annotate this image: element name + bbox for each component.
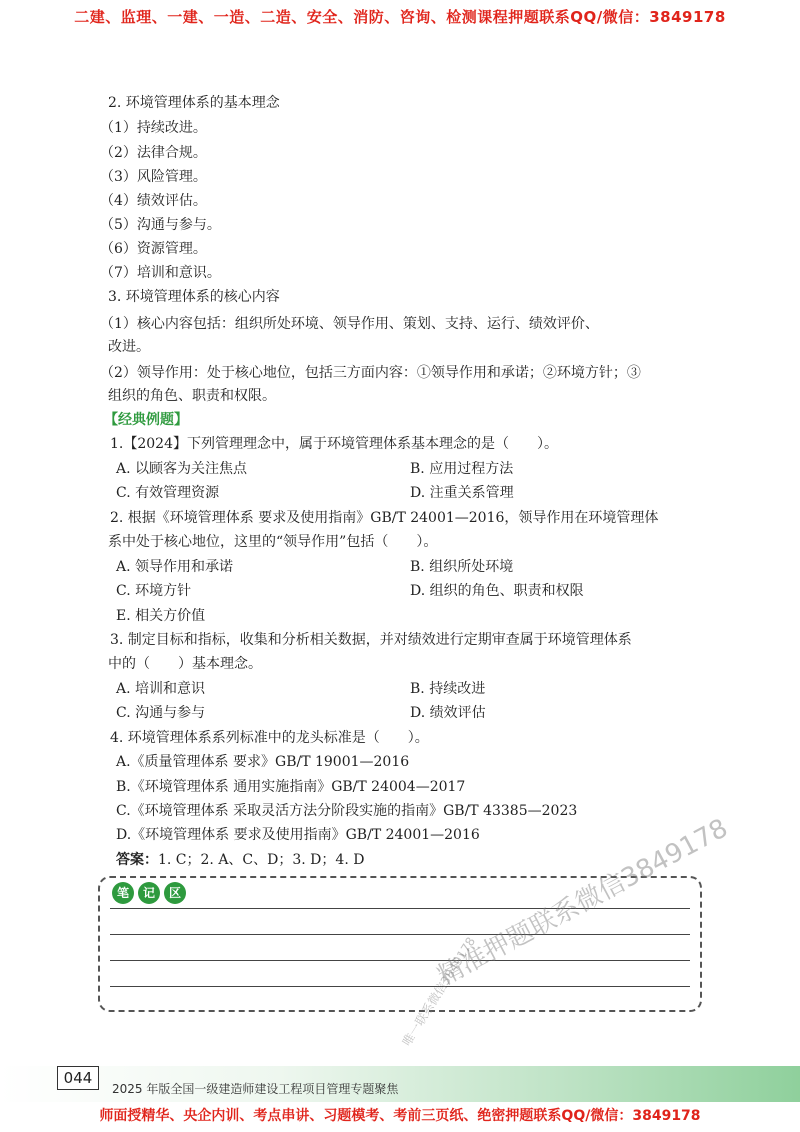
notes-rule-4: [110, 986, 690, 987]
examples-header: 【经典例题】: [104, 412, 188, 428]
watermark-large: 精准押题联系微信3849178: [432, 813, 733, 992]
notes-rule-2: [110, 934, 690, 935]
section-2-title: 2. 环境管理体系的基本理念: [108, 95, 280, 111]
q2-option-c: C. 环境方针: [116, 583, 192, 599]
q1-option-a: A. 以顾客为关注焦点: [116, 461, 248, 477]
answer-line: [116, 849, 364, 869]
sec2-item-4: （4）绩效评估。: [100, 193, 207, 209]
q4-option-b: B.《环境管理体系 通用实施指南》GB/T 24004—2017: [116, 779, 466, 795]
q3-option-b: B. 持续改进: [410, 681, 486, 697]
q4-option-d: D.《环境管理体系 要求及使用指南》GB/T 24001—2016: [116, 827, 480, 843]
sec3-para-2-line-1: （2）领导作用：处于核心地位，包括三方面内容：①领导作用和承诺；②环境方针；③: [100, 365, 641, 381]
q3-option-c: C. 沟通与参与: [116, 705, 206, 721]
answer-text: 1. C；2. A、C、D；3. D；4. D: [158, 852, 365, 868]
sec2-item-3: （3）风险管理。: [100, 169, 207, 185]
page-number: 044: [57, 1066, 99, 1090]
watermark-small: 唯一联系微信3849178: [399, 934, 479, 1049]
sec2-item-5: （5）沟通与参与。: [100, 217, 221, 233]
footer-title: 2025 年版全国一级建造师建设工程项目管理专题聚焦: [112, 1082, 399, 1096]
q3-option-d: D. 绩效评估: [410, 705, 486, 721]
notes-badge-2: 记: [138, 882, 160, 904]
q3-stem-line-1: 3. 制定目标和指标，收集和分析相关数据，并对绩效进行定期审查属于环境管理体系: [110, 632, 632, 648]
q4-option-c: C.《环境管理体系 采取灵活方法分阶段实施的指南》GB/T 43385—2023: [116, 803, 578, 819]
sec3-para-1-line-2: 改进。: [108, 339, 150, 355]
bottom-promo-banner: 师面授精华、央企内训、考点串讲、习题模考、考前三页纸、绝密押题联系QQ/微信：3849178: [99, 1108, 701, 1124]
q3-option-a: A. 培训和意识: [116, 681, 206, 697]
sec3-para-1-line-1: （1）核心内容包括：组织所处环境、领导作用、策划、支持、运行、绩效评价、: [100, 316, 599, 332]
q2-option-a: A. 领导作用和承诺: [116, 559, 234, 575]
q1-stem: 1.【2024】下列管理理念中，属于环境管理体系基本理念的是（ ）。: [110, 436, 558, 452]
q2-option-d: D. 组织的角色、职责和权限: [410, 583, 584, 599]
sec3-para-2-line-2: 组织的角色、职责和权限。: [108, 388, 276, 404]
q2-stem-line-2: 系中处于核心地位，这里的“领导作用”包括（ ）。: [108, 534, 438, 550]
q2-stem-line-1: 2. 根据《环境管理体系 要求及使用指南》GB/T 24001—2016，领导作用在环境管理体: [110, 510, 659, 526]
q2-option-b: B. 组织所处环境: [410, 559, 514, 575]
q1-option-d: D. 注重关系管理: [410, 485, 514, 501]
q2-option-e: E. 相关方价值: [116, 608, 206, 624]
q4-stem: 4. 环境管理体系系列标准中的龙头标准是（ ）。: [110, 730, 429, 746]
q3-stem-line-2: 中的（ ）基本理念。: [108, 656, 262, 672]
notes-rule-3: [110, 960, 690, 961]
q4-option-a: A.《质量管理体系 要求》GB/T 19001—2016: [116, 754, 410, 770]
answer-label: 答案：: [116, 852, 158, 868]
sec2-item-1: （1）持续改进。: [100, 120, 207, 136]
sec2-item-2: （2）法律合规。: [100, 145, 207, 161]
notes-badge-1: 笔: [112, 882, 134, 904]
q1-option-b: B. 应用过程方法: [410, 461, 514, 477]
sec2-item-7: （7）培训和意识。: [100, 265, 221, 281]
sec2-item-6: （6）资源管理。: [100, 241, 207, 257]
notes-badge-3: 区: [164, 882, 186, 904]
section-3-title: 3. 环境管理体系的核心内容: [108, 289, 280, 305]
q1-option-c: C. 有效管理资源: [116, 485, 220, 501]
top-promo-banner: 二建、监理、一建、一造、二造、安全、消防、咨询、检测课程押题联系QQ/微信：3849178: [74, 8, 726, 26]
